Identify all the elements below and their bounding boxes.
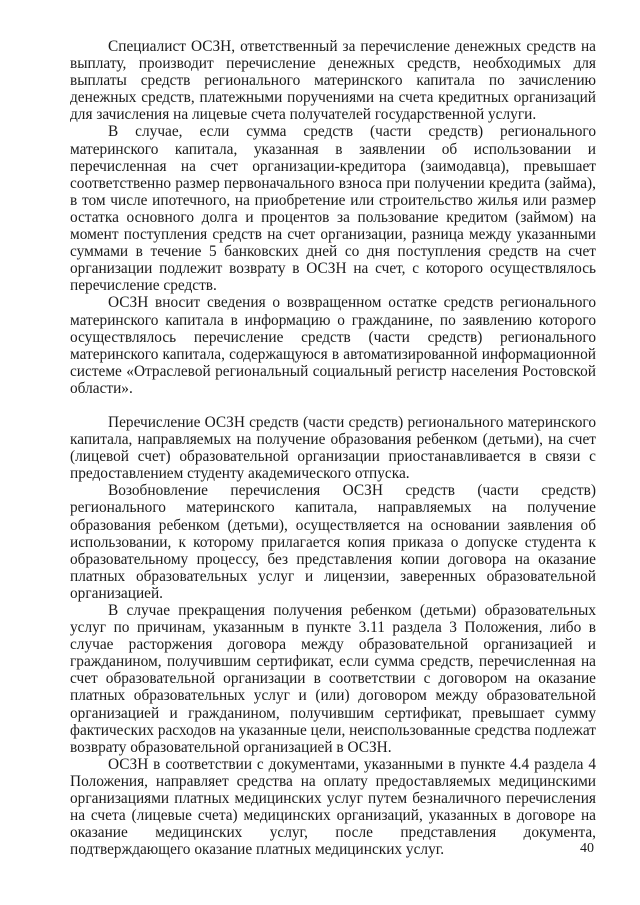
page-number: 40 [580, 841, 594, 856]
paragraph-excess-amount-return: В случае, если сумма средств (части средств) регионального материнского капитала, указанная в заявлении об использовании и перечисленная на счет организации-кредитора (заимодавца), превышает соответственно размер первоначального взноса при получении кредита (займа), в том числе ипотечного, на приобретение или строительство жилья или размер остатка основного долга и процентов за пользование кредитом (займом) на момент поступления средств на счет организации, разница между указанными суммами в течение 5 банковских дней со дня поступления средств на счет организации подлежит возврату в ОСЗН на счет, с которого осуществлялось перечисление средств. [70, 123, 596, 295]
paragraph-medical-services: ОСЗН в соответствии с документами, указанными в пункте 4.4 раздела 4 Положения, направляет средства на оплату предоставляемых медицинскими организациями платных медицинских услуг путем безналичного перечисления на счета (лицевые счета) медицинских организаций, указанных в договоре на оказание медицинских услуг, после представления документа, подтверждающего оказание платных медицинских услуг. [70, 755, 596, 859]
paragraph-transfer-specialist: Специалист ОСЗН, ответственный за перечисление денежных средств на выплату, производит перечисление денежных средств, необходимых для выплаты средств регионального материнского капитала по зачислению денежных средств, платежными поручениями на счета кредитных организаций для зачисления на лицевые счета получателей государственной услуги. [70, 38, 596, 124]
paragraph-register-info: ОСЗН вносит сведения о возвращенном остатке средств регионального материнского капитала в информацию о гражданине, по заявлению которого осуществлялось перечисление средств (части средств) регионального материнского капитала, содержащуюся в автоматизированной информационной системе «Отраслевой региональный социальный регистр населения Ростовской области». [70, 294, 596, 397]
paragraph-termination-refund: В случае прекращения получения ребенком (детьми) образовательных услуг по причинам, указанным в пункте 3.11 раздела 3 Положения, либо в случае расторжения договора между образовательной организацией и гражданином, получившим сертификат, если сумма средств, перечисленная на счет образовательной организации в соответствии с договором на оказание платных образовательных услуг и (или) договором между образовательной организацией и гражданином, получившим сертификат, превышает сумму фактических расходов на указанные цели, неиспользованные средства подлежат возврату образовательной организацией в ОСЗН. [70, 602, 596, 756]
paragraph-suspension-academic-leave: Перечисление ОСЗН средств (части средств) регионального материнского капитала, направляемых на получение образования ребенком (детьми), на счет (лицевой счет) образовательной организации приостанавливается в связи с предоставлением студенту академического отпуска. [70, 413, 596, 483]
paragraph-resumption: Возобновление перечисления ОСЗН средств (части средств) регионального материнского капитала, направляемых на получение образования ребенком (детьми), осуществляется на основании заявления об использовании, к которому прилагается копия приказа о допуске студента к образовательному процессу, без представления копии договора на оказание платных образовательных услуг и лицензии, заверенных образовательной организацией. [70, 482, 596, 602]
document-body [70, 38, 596, 858]
